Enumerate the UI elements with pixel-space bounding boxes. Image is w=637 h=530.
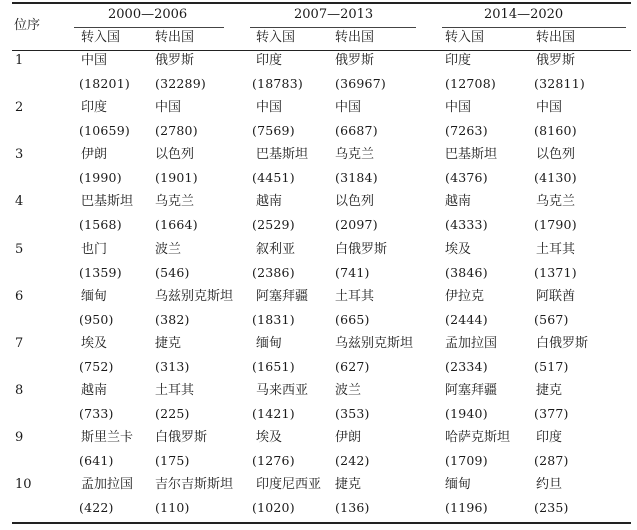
country-name: 伊朗 <box>81 147 108 162</box>
country-name: 俄罗斯 <box>335 53 375 68</box>
country-name: 中国 <box>256 100 283 115</box>
rank-number: 1 <box>15 53 24 68</box>
country-name: 中国 <box>445 100 472 115</box>
transfer-value: (377) <box>534 406 569 421</box>
country-name: 印度尼西亚 <box>256 477 322 492</box>
country-name: 捷克 <box>155 336 182 351</box>
transfer-value: (353) <box>335 406 370 421</box>
transfer-value: (110) <box>155 500 190 515</box>
country-name: 乌克兰 <box>155 194 195 209</box>
rank-number: 10 <box>15 477 32 492</box>
country-name: 土耳其 <box>155 383 195 398</box>
country-name: 俄罗斯 <box>536 53 576 68</box>
transfer-value: (12708) <box>445 76 496 91</box>
rank-number: 2 <box>15 100 24 115</box>
period-header-3: 2014—2020 <box>484 7 564 22</box>
transfer-value: (2386) <box>252 265 295 280</box>
country-name: 越南 <box>445 194 472 209</box>
transfer-value: (3184) <box>335 170 378 185</box>
transfer-value: (567) <box>534 312 569 327</box>
transfer-value: (4333) <box>445 217 488 232</box>
sub-header-export: 转出国 <box>335 30 375 45</box>
rank-number: 5 <box>15 242 24 257</box>
sub-header-import: 转入国 <box>81 30 121 45</box>
period-underline-3 <box>442 27 626 28</box>
transfer-value: (242) <box>335 453 370 468</box>
country-name: 以色列 <box>335 194 375 209</box>
transfer-value: (1371) <box>534 265 577 280</box>
transfer-value: (2444) <box>445 312 488 327</box>
transfer-value: (1940) <box>445 406 488 421</box>
country-name: 阿塞拜疆 <box>445 383 498 398</box>
transfer-value: (18783) <box>252 76 303 91</box>
country-name: 乌克兰 <box>335 147 375 162</box>
transfer-value: (1790) <box>534 217 577 232</box>
transfer-value: (422) <box>79 500 114 515</box>
country-name: 约旦 <box>536 477 563 492</box>
transfer-value: (741) <box>335 265 370 280</box>
country-name: 阿联酋 <box>536 289 576 304</box>
country-name: 白俄罗斯 <box>335 242 388 257</box>
country-name: 捷克 <box>536 383 563 398</box>
transfer-value: (7569) <box>252 123 295 138</box>
country-name: 乌兹别克斯坦 <box>335 336 414 351</box>
transfer-value: (313) <box>155 359 190 374</box>
rank-number: 9 <box>15 430 24 445</box>
country-name: 缅甸 <box>81 289 108 304</box>
country-name: 孟加拉国 <box>81 477 134 492</box>
country-name: 阿塞拜疆 <box>256 289 309 304</box>
rank-number: 8 <box>15 383 24 398</box>
rank-number: 6 <box>15 289 24 304</box>
country-name: 伊朗 <box>335 430 362 445</box>
country-name: 中国 <box>335 100 362 115</box>
country-name: 哈萨克斯坦 <box>445 430 511 445</box>
country-name: 越南 <box>256 194 283 209</box>
country-name: 孟加拉国 <box>445 336 498 351</box>
country-name: 越南 <box>81 383 108 398</box>
transfer-value: (235) <box>534 500 569 515</box>
country-name: 印度 <box>445 53 472 68</box>
sub-header-export: 转出国 <box>536 30 576 45</box>
country-name: 埃及 <box>445 242 472 257</box>
rank-header: 位序 <box>14 18 41 33</box>
transfer-value: (1196) <box>445 500 488 515</box>
arms-transfer-ranking-table <box>12 0 631 526</box>
country-name: 埃及 <box>81 336 108 351</box>
period-header-1: 2000—2006 <box>108 7 188 22</box>
country-name: 中国 <box>536 100 563 115</box>
sub-header-export: 转出国 <box>155 30 195 45</box>
transfer-value: (1276) <box>252 453 295 468</box>
period-header-2: 2007—2013 <box>294 7 374 22</box>
transfer-value: (752) <box>79 359 114 374</box>
transfer-value: (7263) <box>445 123 488 138</box>
transfer-value: (1709) <box>445 453 488 468</box>
country-name: 埃及 <box>256 430 283 445</box>
transfer-value: (6687) <box>335 123 378 138</box>
transfer-value: (136) <box>335 500 370 515</box>
sub-header-import: 转入国 <box>445 30 485 45</box>
period-underline-2 <box>250 27 416 28</box>
transfer-value: (733) <box>79 406 114 421</box>
transfer-value: (1990) <box>79 170 122 185</box>
transfer-value: (32289) <box>155 76 206 91</box>
country-name: 巴基斯坦 <box>445 147 498 162</box>
country-name: 缅甸 <box>445 477 472 492</box>
rank-number: 4 <box>15 194 24 209</box>
transfer-value: (4376) <box>445 170 488 185</box>
sub-header-import: 转入国 <box>256 30 296 45</box>
country-name: 巴基斯坦 <box>256 147 309 162</box>
transfer-value: (8160) <box>534 123 577 138</box>
period-underline-1 <box>74 27 224 28</box>
transfer-value: (225) <box>155 406 190 421</box>
country-name: 印度 <box>256 53 283 68</box>
country-name: 缅甸 <box>256 336 283 351</box>
transfer-value: (2780) <box>155 123 198 138</box>
transfer-value: (1421) <box>252 406 295 421</box>
header-rule <box>12 50 631 51</box>
country-name: 吉尔吉斯斯坦 <box>155 477 234 492</box>
transfer-value: (1651) <box>252 359 295 374</box>
transfer-value: (641) <box>79 453 114 468</box>
country-name: 波兰 <box>335 383 362 398</box>
country-name: 中国 <box>155 100 182 115</box>
country-name: 以色列 <box>536 147 576 162</box>
country-name: 印度 <box>536 430 563 445</box>
transfer-value: (36967) <box>335 76 386 91</box>
bottom-rule <box>12 522 631 524</box>
transfer-value: (1359) <box>79 265 122 280</box>
transfer-value: (1020) <box>252 500 295 515</box>
country-name: 也门 <box>81 242 108 257</box>
country-name: 印度 <box>81 100 108 115</box>
country-name: 土耳其 <box>335 289 375 304</box>
country-name: 叙利亚 <box>256 242 296 257</box>
country-name: 捷克 <box>335 477 362 492</box>
country-name: 斯里兰卡 <box>81 430 134 445</box>
transfer-value: (4130) <box>534 170 577 185</box>
transfer-value: (950) <box>79 312 114 327</box>
transfer-value: (32811) <box>534 76 585 91</box>
transfer-value: (1664) <box>155 217 198 232</box>
country-name: 乌兹别克斯坦 <box>155 289 234 304</box>
transfer-value: (627) <box>335 359 370 374</box>
transfer-value: (1831) <box>252 312 295 327</box>
country-name: 以色列 <box>155 147 195 162</box>
transfer-value: (3846) <box>445 265 488 280</box>
transfer-value: (2334) <box>445 359 488 374</box>
top-rule <box>12 2 631 4</box>
transfer-value: (665) <box>335 312 370 327</box>
transfer-value: (2097) <box>335 217 378 232</box>
country-name: 马来西亚 <box>256 383 309 398</box>
country-name: 土耳其 <box>536 242 576 257</box>
country-name: 白俄罗斯 <box>536 336 589 351</box>
transfer-value: (382) <box>155 312 190 327</box>
country-name: 中国 <box>81 53 108 68</box>
transfer-value: (2529) <box>252 217 295 232</box>
country-name: 伊拉克 <box>445 289 485 304</box>
transfer-value: (4451) <box>252 170 295 185</box>
country-name: 白俄罗斯 <box>155 430 208 445</box>
country-name: 乌克兰 <box>536 194 576 209</box>
country-name: 巴基斯坦 <box>81 194 134 209</box>
transfer-value: (18201) <box>79 76 130 91</box>
transfer-value: (1568) <box>79 217 122 232</box>
transfer-value: (287) <box>534 453 569 468</box>
transfer-value: (10659) <box>79 123 130 138</box>
transfer-value: (175) <box>155 453 190 468</box>
rank-number: 3 <box>15 147 24 162</box>
rank-number: 7 <box>15 336 24 351</box>
transfer-value: (517) <box>534 359 569 374</box>
transfer-value: (1901) <box>155 170 198 185</box>
country-name: 俄罗斯 <box>155 53 195 68</box>
country-name: 波兰 <box>155 242 182 257</box>
transfer-value: (546) <box>155 265 190 280</box>
